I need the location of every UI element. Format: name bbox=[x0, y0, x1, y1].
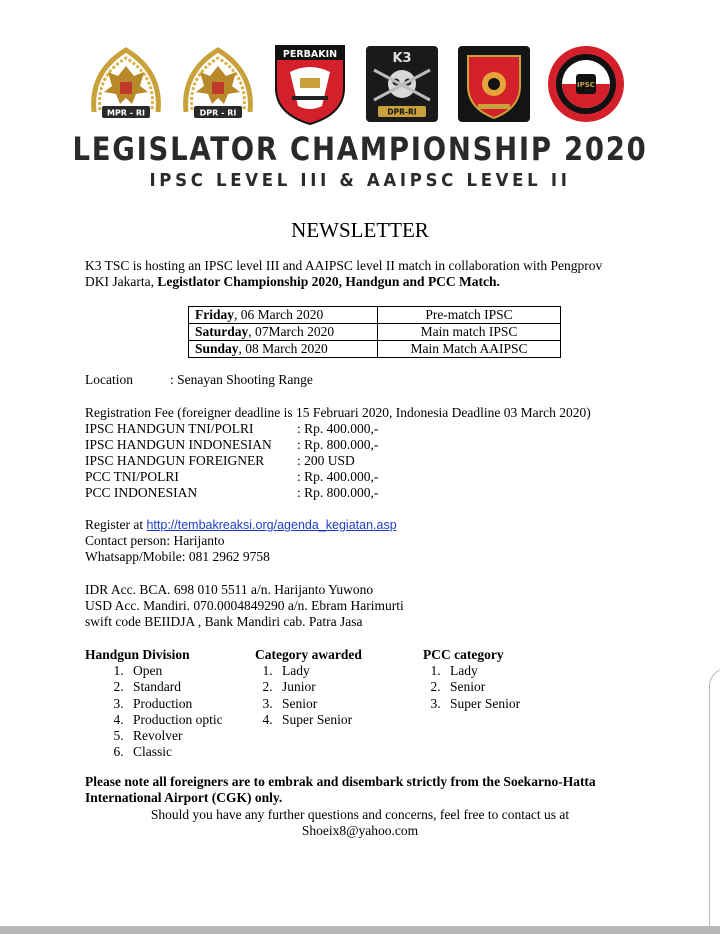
list-item bbox=[85, 421, 645, 437]
list-item: 1. Lady bbox=[444, 663, 520, 679]
table-row bbox=[189, 307, 561, 324]
fee-name: IPSC HANDGUN INDONESIAN bbox=[85, 437, 272, 452]
list-item: 2. Standard bbox=[127, 679, 223, 695]
register-section bbox=[85, 517, 645, 565]
fee-price: : Rp. 800.000,- bbox=[297, 437, 379, 452]
foreigner-note: Please note all foreigners are to embrak and disembark strictly from the Soekarno-Hatta International Airport (CGK) only. bbox=[85, 774, 596, 805]
svg-text:IPSC: IPSC bbox=[577, 81, 595, 89]
list-item: 6. Classic bbox=[127, 744, 223, 760]
dpr-ri-label: DPR - RI bbox=[199, 108, 237, 118]
fee-name: IPSC HANDGUN TNI/POLRI bbox=[85, 421, 254, 436]
fee-price: : 200 USD bbox=[297, 453, 355, 468]
bank-idr: IDR Acc. BCA. 698 010 5511 a/n. Harijanto Yuwono bbox=[85, 582, 374, 597]
newsletter-heading: NEWSLETTER bbox=[291, 218, 429, 242]
list-item: 5. Revolver bbox=[127, 728, 223, 744]
intro-text: K3 TSC is hosting an IPSC level III and AAIPSC level II match in collaboration with Pengprov DKI Jakarta, bbox=[85, 258, 603, 289]
register-link[interactable]: http://tembakreaksi.org/agenda_kegiatan.asp bbox=[146, 518, 397, 532]
fee-price: : Rp. 400.000,- bbox=[297, 469, 379, 484]
schedule-date: , 06 March 2020 bbox=[234, 307, 324, 322]
list-item bbox=[85, 437, 645, 453]
schedule-day: Sunday bbox=[195, 341, 239, 356]
page-edge-decoration bbox=[709, 668, 720, 932]
list-item: 3. Super Senior bbox=[444, 696, 520, 712]
list-item: 1. Open bbox=[127, 663, 223, 679]
logo-row bbox=[86, 40, 646, 128]
category-awarded-list bbox=[255, 663, 362, 728]
fee-name: PCC TNI/POLRI bbox=[85, 469, 179, 484]
list-item: 4. Super Senior bbox=[276, 712, 362, 728]
divisions-section bbox=[85, 647, 625, 767]
schedule-date-cell bbox=[189, 341, 378, 358]
table-row bbox=[189, 324, 561, 341]
handgun-division-heading: Handgun Division bbox=[85, 647, 190, 662]
list-item bbox=[85, 469, 645, 485]
table-row bbox=[189, 341, 561, 358]
fee-name: IPSC HANDGUN FOREIGNER bbox=[85, 453, 265, 468]
mpr-ri-label: MPR - RI bbox=[106, 108, 146, 118]
fee-price: : Rp. 800.000,- bbox=[297, 485, 379, 500]
k3-tsc-label: DPR-RI bbox=[387, 107, 417, 117]
handgun-division-list bbox=[85, 663, 223, 760]
schedule-date-cell bbox=[189, 307, 378, 324]
schedule-event: Main Match AAIPSC bbox=[378, 341, 561, 358]
page-title: LEGISLATOR CHAMPIONSHIP 2020 bbox=[72, 130, 648, 168]
list-item: 4. Production optic bbox=[127, 712, 223, 728]
intro-bold-text: Legistlator Championship 2020, Handgun and PCC Match. bbox=[157, 274, 500, 289]
contact-phone: Whatsapp/Mobile: 081 2962 9758 bbox=[85, 549, 270, 564]
schedule-day: Friday bbox=[195, 307, 234, 322]
list-item: 2. Senior bbox=[444, 679, 520, 695]
k3-tsc-emblem bbox=[362, 42, 442, 126]
perbakin-label: PERBAKIN bbox=[282, 49, 338, 60]
list-item bbox=[85, 485, 645, 501]
page-subtitle: IPSC LEVEL III & AAIPSC LEVEL II bbox=[149, 170, 571, 191]
schedule-date: , 08 March 2020 bbox=[238, 341, 328, 356]
intro-paragraph bbox=[85, 258, 625, 290]
dpr-ri-emblem bbox=[178, 42, 258, 126]
fee-price: : Rp. 400.000,- bbox=[297, 421, 379, 436]
category-awarded-heading: Category awarded bbox=[255, 647, 362, 662]
bottom-bar bbox=[0, 926, 720, 934]
list-item bbox=[85, 453, 645, 469]
shooting-club-emblem bbox=[454, 42, 534, 126]
svg-text:K3: K3 bbox=[392, 51, 412, 66]
mpr-ri-emblem bbox=[86, 42, 166, 126]
schedule-table bbox=[188, 306, 561, 358]
contact-section bbox=[0, 807, 720, 839]
schedule-day: Saturday bbox=[195, 324, 249, 339]
location-value: : Senayan Shooting Range bbox=[170, 372, 313, 387]
register-prefix: Register at bbox=[85, 517, 147, 532]
location-line bbox=[85, 372, 313, 388]
schedule-date-cell bbox=[189, 324, 378, 341]
fee-name: PCC INDONESIAN bbox=[85, 485, 198, 500]
location-label: Location bbox=[85, 372, 133, 387]
list-item: 2. Junior bbox=[276, 679, 362, 695]
schedule-date: , 07March 2020 bbox=[248, 324, 335, 339]
contact-line: Should you have any further questions and concerns, feel free to contact us at bbox=[150, 807, 570, 822]
pcc-category-list bbox=[423, 663, 520, 712]
list-item: 3. Senior bbox=[276, 696, 362, 712]
ipsc-indonesia-emblem bbox=[546, 42, 626, 126]
schedule-event: Pre-match IPSC bbox=[378, 307, 561, 324]
bank-usd: USD Acc. Mandiri. 070.0004849290 a/n. Ebram Harimurti bbox=[85, 598, 404, 613]
bank-swift: swift code BEIIDJA , Bank Mandiri cab. Patra Jasa bbox=[85, 614, 363, 629]
bank-section bbox=[85, 582, 645, 630]
list-item: 3. Production bbox=[127, 696, 223, 712]
perbakin-emblem bbox=[270, 42, 350, 126]
pcc-category-column bbox=[423, 647, 520, 712]
pcc-category-heading: PCC category bbox=[423, 647, 504, 662]
registration-fee-heading: Registration Fee (foreigner deadline is 15 Februari 2020, Indonesia Deadline 03 March 2020) bbox=[85, 405, 591, 420]
handgun-division-column bbox=[85, 647, 223, 760]
schedule-event: Main match IPSC bbox=[378, 324, 561, 341]
registration-fee-section bbox=[85, 405, 645, 501]
category-awarded-column bbox=[255, 647, 362, 728]
contact-person: Contact person: Harijanto bbox=[85, 533, 225, 548]
list-item: 1. Lady bbox=[276, 663, 362, 679]
contact-email: Shoeix8@yahoo.com bbox=[301, 823, 419, 838]
